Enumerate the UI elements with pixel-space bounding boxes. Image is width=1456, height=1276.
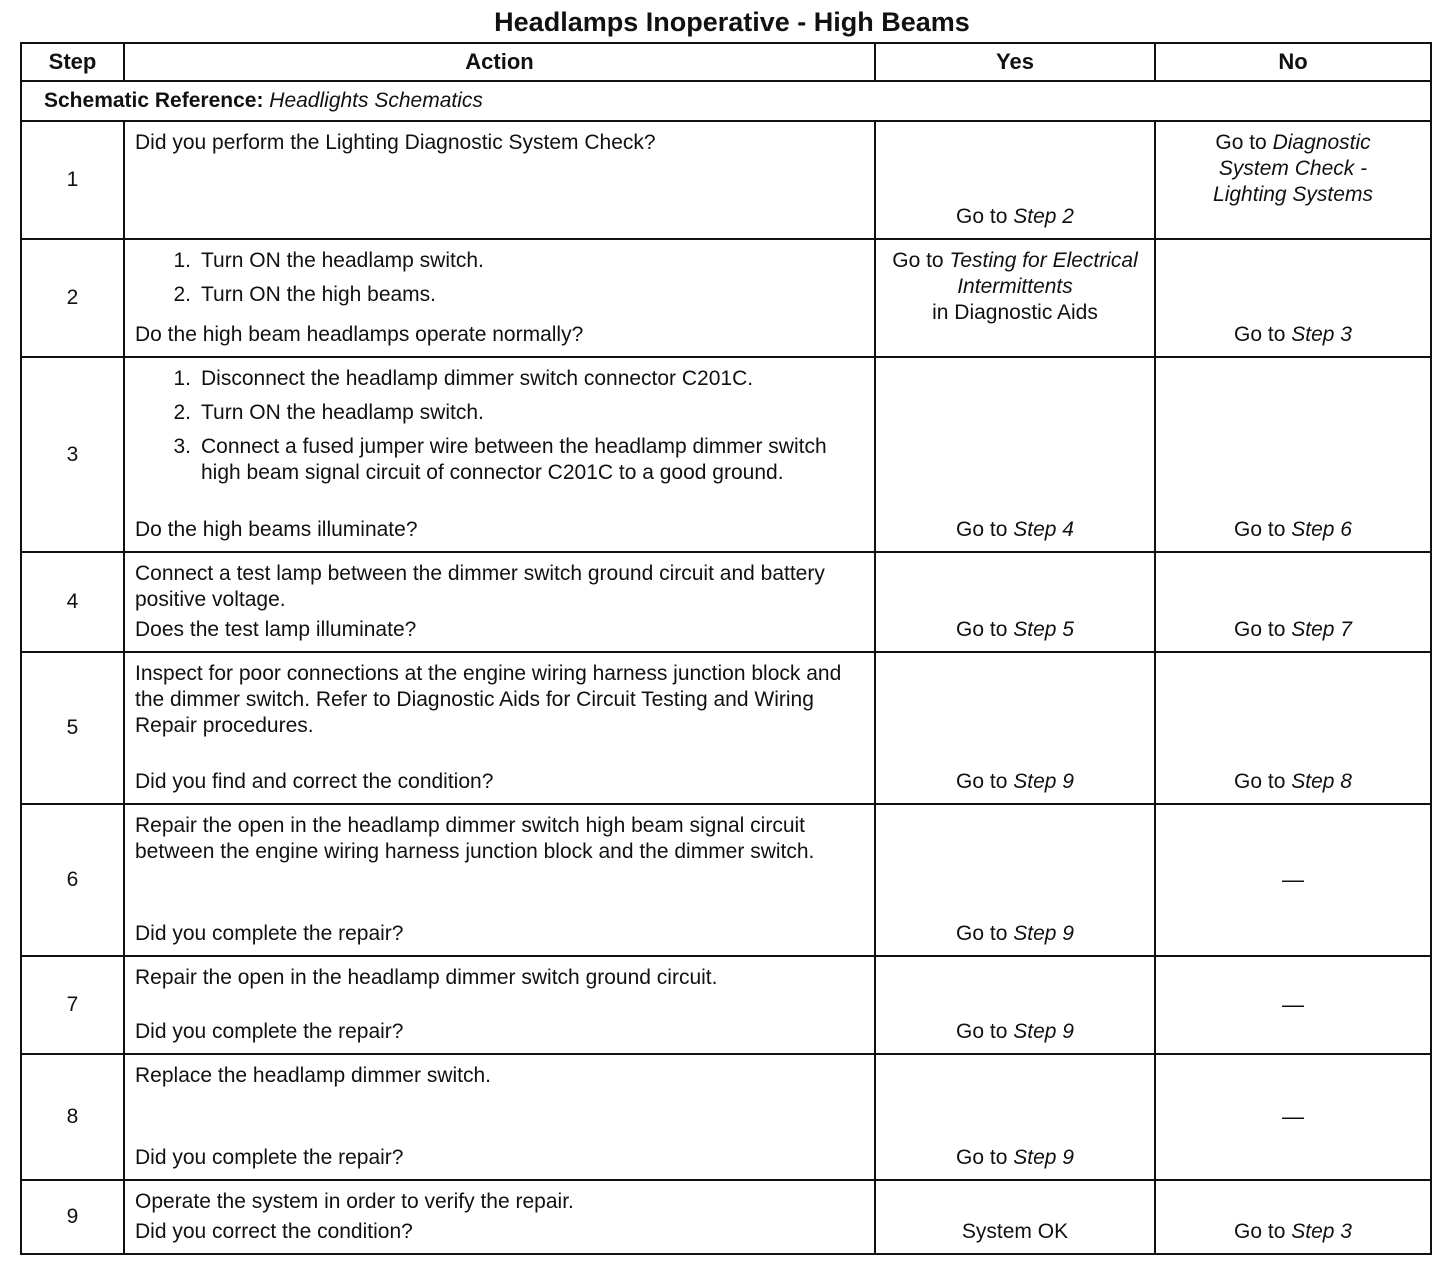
action-cell xyxy=(124,121,875,239)
page-title: Headlamps Inoperative - High Beams xyxy=(494,7,970,37)
step-number: 3 xyxy=(21,357,124,552)
yes-link[interactable]: Step 2 xyxy=(1013,205,1074,228)
table-row xyxy=(21,552,1431,652)
table-row xyxy=(21,1054,1431,1180)
action-question: Did you complete the repair? xyxy=(135,1146,404,1169)
no-dash: — xyxy=(1282,992,1304,1017)
no-prefix: Go to xyxy=(1234,770,1286,793)
schematic-reference-link[interactable]: Headlights Schematics xyxy=(269,89,483,112)
no-link[interactable]: Step 3 xyxy=(1291,1220,1352,1243)
action-text: Inspect for poor connections at the engine wiring harness junction block and the dimmer switch. Refer to Diagnostic Aids for Circuit Testing and Wiring Repair procedures. xyxy=(135,662,842,737)
no-link[interactable]: Step 3 xyxy=(1291,323,1352,346)
yes-cell xyxy=(875,552,1155,652)
table-row xyxy=(21,357,1431,552)
step-number: 1 xyxy=(21,121,124,239)
yes-cell xyxy=(875,1054,1155,1180)
table-row xyxy=(21,1180,1431,1254)
column-header-step: Step xyxy=(21,43,124,81)
no-cell xyxy=(1155,1054,1431,1180)
yes-link[interactable]: Step 9 xyxy=(1013,1146,1074,1169)
no-link[interactable]: Diagnostic System Check - Lighting Systems xyxy=(1213,131,1373,206)
yes-prefix: Go to xyxy=(956,518,1008,541)
schematic-reference-row xyxy=(21,81,1431,121)
yes-link[interactable]: Step 9 xyxy=(1013,770,1074,793)
no-prefix: Go to xyxy=(1215,131,1267,154)
no-link[interactable]: Step 7 xyxy=(1291,618,1352,641)
table-row xyxy=(21,804,1431,956)
yes-text: System OK xyxy=(961,1220,1069,1243)
yes-prefix: Go to xyxy=(956,770,1008,793)
yes-cell xyxy=(875,357,1155,552)
no-link[interactable]: Step 6 xyxy=(1291,518,1352,541)
yes-link[interactable]: Step 9 xyxy=(1013,1020,1074,1043)
yes-prefix: Go to xyxy=(956,922,1008,945)
yes-cell xyxy=(875,121,1155,239)
action-cell xyxy=(124,1180,875,1254)
action-question: Do the high beam headlamps operate normally? xyxy=(135,323,584,346)
step-number: 7 xyxy=(21,956,124,1054)
step-number: 6 xyxy=(21,804,124,956)
no-cell xyxy=(1155,357,1431,552)
table-row xyxy=(21,956,1431,1054)
substep-list xyxy=(135,366,858,494)
no-prefix: Go to xyxy=(1234,518,1286,541)
step-number: 9 xyxy=(21,1180,124,1254)
action-question: Did you complete the repair? xyxy=(135,1020,404,1043)
step-number: 2 xyxy=(21,239,124,357)
action-cell xyxy=(124,1054,875,1180)
no-prefix: Go to xyxy=(1234,1220,1286,1243)
yes-cell xyxy=(875,652,1155,804)
yes-suffix: in Diagnostic Aids xyxy=(932,301,1098,324)
action-cell xyxy=(124,804,875,956)
substep: 1. Turn ON the headlamp switch. xyxy=(173,249,484,272)
yes-prefix: Go to xyxy=(956,205,1008,228)
yes-prefix: Go to xyxy=(956,1020,1008,1043)
table-row xyxy=(21,652,1431,804)
schematic-reference xyxy=(21,81,1431,121)
action-cell xyxy=(124,552,875,652)
substep: 1. Disconnect the headlamp dimmer switch connector C201C. xyxy=(173,367,754,390)
substep: 2. Turn ON the high beams. xyxy=(173,283,436,306)
action-question: Did you find and correct the condition? xyxy=(135,770,494,793)
no-link[interactable]: Step 8 xyxy=(1291,770,1352,793)
yes-prefix: Go to xyxy=(892,249,944,272)
yes-prefix: Go to xyxy=(956,1146,1008,1169)
action-cell xyxy=(124,357,875,552)
no-dash: — xyxy=(1282,1104,1304,1129)
no-dash: — xyxy=(1282,867,1304,892)
action-question: Does the test lamp illuminate? xyxy=(135,618,417,641)
no-cell xyxy=(1155,652,1431,804)
yes-link[interactable]: Testing for Electrical Intermittents xyxy=(949,249,1138,298)
action-cell xyxy=(124,239,875,357)
table-row xyxy=(21,121,1431,239)
yes-prefix: Go to xyxy=(956,618,1008,641)
no-cell xyxy=(1155,239,1431,357)
action-question: Did you complete the repair? xyxy=(135,922,404,945)
no-cell xyxy=(1155,1180,1431,1254)
action-cell xyxy=(124,652,875,804)
substep-list xyxy=(135,248,858,316)
no-prefix: Go to xyxy=(1234,323,1286,346)
yes-link[interactable]: Step 4 xyxy=(1013,518,1074,541)
table-row xyxy=(21,239,1431,357)
action-question: Do the high beams illuminate? xyxy=(135,518,418,541)
yes-cell xyxy=(875,804,1155,956)
diagnostic-table xyxy=(20,42,1432,1255)
action-text: Did you perform the Lighting Diagnostic System Check? xyxy=(135,131,656,154)
step-number: 8 xyxy=(21,1054,124,1180)
yes-cell xyxy=(875,1180,1155,1254)
no-cell xyxy=(1155,552,1431,652)
column-header-no: No xyxy=(1155,43,1431,81)
no-cell xyxy=(1155,121,1431,239)
step-number: 5 xyxy=(21,652,124,804)
action-cell xyxy=(124,956,875,1054)
action-text: Replace the headlamp dimmer switch. xyxy=(135,1064,491,1087)
substep: 2. Turn ON the headlamp switch. xyxy=(173,401,484,424)
no-prefix: Go to xyxy=(1234,618,1286,641)
action-text: Repair the open in the headlamp dimmer switch high beam signal circuit between the engine wiring harness junction block and the dimmer switch. xyxy=(135,814,815,863)
yes-link[interactable]: Step 9 xyxy=(1013,922,1074,945)
substep: 3. Connect a fused jumper wire between the headlamp dimmer switch high beam signal circuit of connector C201C to a good ground. xyxy=(173,435,827,484)
yes-link[interactable]: Step 5 xyxy=(1013,618,1074,641)
action-text: Connect a test lamp between the dimmer switch ground circuit and battery positive voltage. xyxy=(135,562,825,611)
action-text: Operate the system in order to verify the repair. xyxy=(135,1190,574,1213)
action-text: Repair the open in the headlamp dimmer switch ground circuit. xyxy=(135,966,718,989)
schematic-reference-label: Schematic Reference: xyxy=(44,89,264,112)
header-row xyxy=(21,43,1431,81)
yes-cell xyxy=(875,956,1155,1054)
no-cell xyxy=(1155,804,1431,956)
column-header-yes: Yes xyxy=(875,43,1155,81)
no-cell xyxy=(1155,956,1431,1054)
action-question: Did you correct the condition? xyxy=(135,1220,413,1243)
step-number: 4 xyxy=(21,552,124,652)
column-header-action: Action xyxy=(124,43,875,81)
yes-cell xyxy=(875,239,1155,357)
